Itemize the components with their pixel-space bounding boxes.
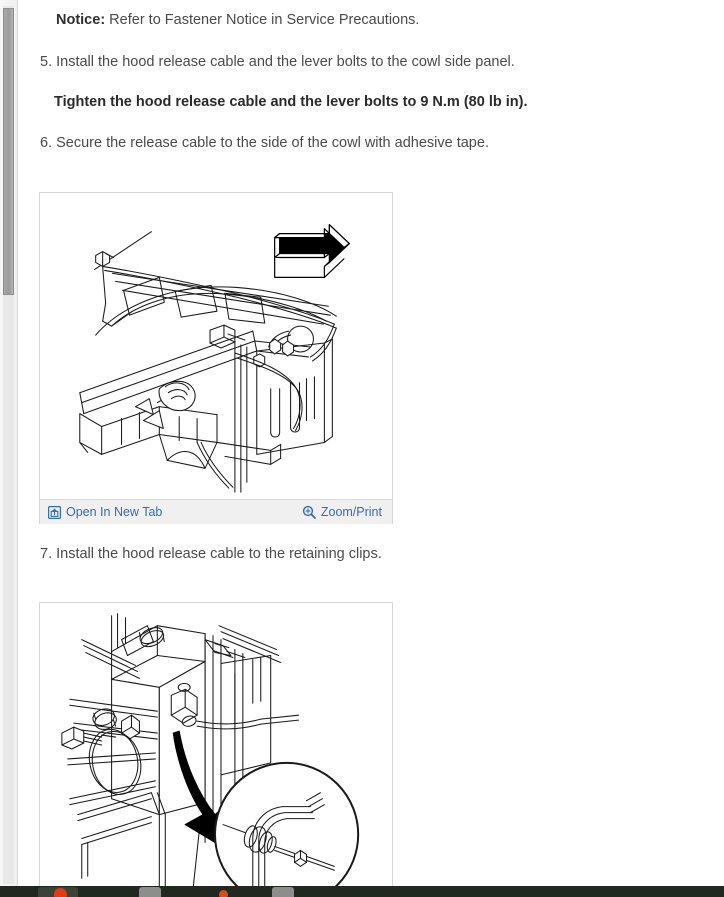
taskbar-item-3[interactable]: [272, 887, 294, 897]
external-window-icon: [48, 506, 61, 519]
figure-1-illustration: [40, 193, 392, 499]
figure-retaining-clips: [39, 602, 393, 886]
vertical-scrollbar[interactable]: [0, 0, 18, 886]
open-in-new-tab-label: Open In New Tab: [66, 505, 163, 519]
zoom-print-button[interactable]: [302, 505, 382, 519]
figure-2-illustration: [40, 603, 392, 886]
magnifier-plus-icon: [302, 505, 316, 519]
detail-inset-circle: [215, 763, 358, 886]
torque-spec-paragraph: Tighten the hood release cable and the lever bolts to 9 N.m (80 lb in).: [54, 94, 528, 110]
notice-label: Notice:: [56, 12, 106, 28]
step-7-paragraph: 7. Install the hood release cable to the retaining clips.: [40, 546, 382, 562]
step-5-paragraph: 5. Install the hood release cable and the lever bolts to the cowl side panel.: [40, 54, 515, 70]
document-content: [18, 0, 724, 886]
figure-cowl-side-panel: [39, 192, 393, 524]
figure-1-toolbar: [40, 499, 392, 524]
zoom-print-label: Zoom/Print: [320, 505, 382, 519]
taskbar-item-2[interactable]: [139, 887, 161, 897]
notice-paragraph: [56, 11, 419, 31]
direction-arrow-icon: [275, 225, 350, 278]
taskbar-app-icon-orange[interactable]: [219, 890, 228, 897]
open-in-new-tab-button[interactable]: [48, 505, 162, 519]
notice-text: Refer to Fastener Notice in Service Precautions.: [105, 12, 420, 28]
taskbar-app-icon-red[interactable]: [54, 888, 67, 897]
scrollbar-thumb[interactable]: [3, 8, 14, 295]
os-taskbar[interactable]: [0, 886, 724, 897]
step-6-paragraph: 6. Secure the release cable to the side of the cowl with adhesive tape.: [40, 135, 489, 151]
